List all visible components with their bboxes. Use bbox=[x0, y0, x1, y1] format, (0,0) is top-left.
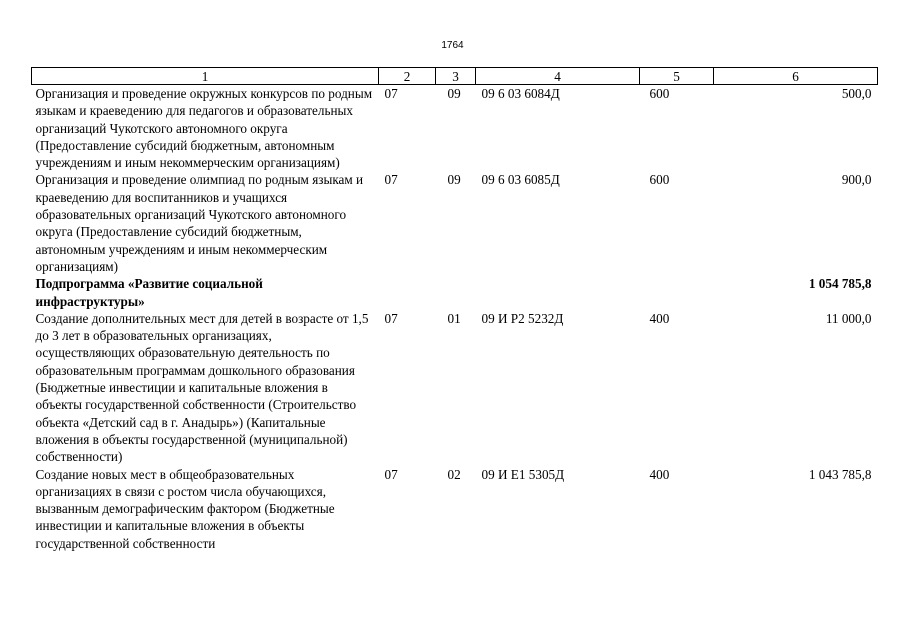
row-vr: 400 bbox=[649, 310, 670, 326]
column-header-name: 1 bbox=[32, 68, 379, 85]
row-vr: 600 bbox=[649, 172, 670, 188]
row-name: Создание дополнительных мест для детей в возрасте от 1,5 до 3 лет в образовательных организациях, осуществляющих образовательную деятельность по образовательным программам дошкольного образования (Бюджетные инвестиции и капитальные вложения в объекты государственной собственности (Строительство объекта «Детский сад в г. Анадырь») (Капитальные вложения в объекты государственной (муниципальной) собственности) bbox=[35, 310, 369, 465]
row-vr bbox=[640, 275, 714, 310]
table-header bbox=[32, 68, 878, 85]
row-section: 07 bbox=[384, 466, 398, 482]
row-csr bbox=[476, 275, 640, 310]
budget-table bbox=[31, 67, 878, 552]
column-header-csr: 4 bbox=[476, 68, 640, 85]
table-row bbox=[32, 85, 878, 172]
table-row bbox=[32, 171, 878, 275]
row-sum: 1 043 785,8 bbox=[808, 466, 872, 482]
row-csr: 09 И Р2 5232Д bbox=[481, 310, 564, 326]
table-body bbox=[32, 85, 878, 553]
column-header-sum: 6 bbox=[714, 68, 878, 85]
row-subsection: 09 bbox=[447, 86, 461, 101]
header-row bbox=[32, 68, 878, 85]
row-section: 07 bbox=[384, 172, 398, 188]
column-header-vr: 5 bbox=[640, 68, 714, 85]
row-section bbox=[379, 275, 436, 310]
row-name: Создание новых мест в общеобразовательных организациях в связи с ростом числа обучающихся, вызванным демографическим фактором (Бюджетные инвестиции и капитальные вложения в объекты государственной собственности bbox=[35, 466, 335, 551]
row-name: Подпрограмма «Развитие социальной инфраструктуры» bbox=[35, 276, 263, 309]
row-subsection: 09 bbox=[447, 172, 461, 188]
row-sum: 1 054 785,8 bbox=[808, 276, 872, 292]
row-name: Организация и проведение окружных конкурсов по родным языкам и краеведению для педагогов и образовательных организаций Чукотского автономного округа (Предоставление субсидий бюджетным, автономным учреждениям и иным некоммерческим организациям) bbox=[35, 86, 373, 171]
row-section: 07 bbox=[384, 86, 398, 101]
row-vr: 400 bbox=[649, 466, 670, 482]
row-csr: 09 6 03 6084Д bbox=[481, 86, 560, 101]
row-subsection: 01 bbox=[447, 310, 461, 326]
row-name: Организация и проведение олимпиад по родным языкам и краеведению для воспитанников и учащихся образовательных организаций Чукотского автономного округа (Предоставление субсидий бюджетным, автономным учреждениям и иным некоммерческим организациям) bbox=[35, 172, 364, 274]
row-csr: 09 6 03 6085Д bbox=[481, 172, 560, 188]
table-row bbox=[32, 466, 878, 552]
row-sum: 900,0 bbox=[841, 172, 872, 188]
row-sum: 11 000,0 bbox=[825, 310, 872, 326]
table-row bbox=[32, 310, 878, 466]
column-header-subsection: 3 bbox=[436, 68, 476, 85]
row-vr: 600 bbox=[649, 86, 670, 101]
row-section: 07 bbox=[384, 310, 398, 326]
page-number: 1764 bbox=[441, 40, 464, 51]
row-csr: 09 И Е1 5305Д bbox=[481, 466, 565, 482]
row-subsection: 02 bbox=[447, 466, 461, 482]
row-sum: 500,0 bbox=[841, 86, 872, 101]
row-subsection bbox=[436, 275, 476, 310]
column-header-section: 2 bbox=[379, 68, 436, 85]
subprogram-row bbox=[32, 275, 878, 310]
